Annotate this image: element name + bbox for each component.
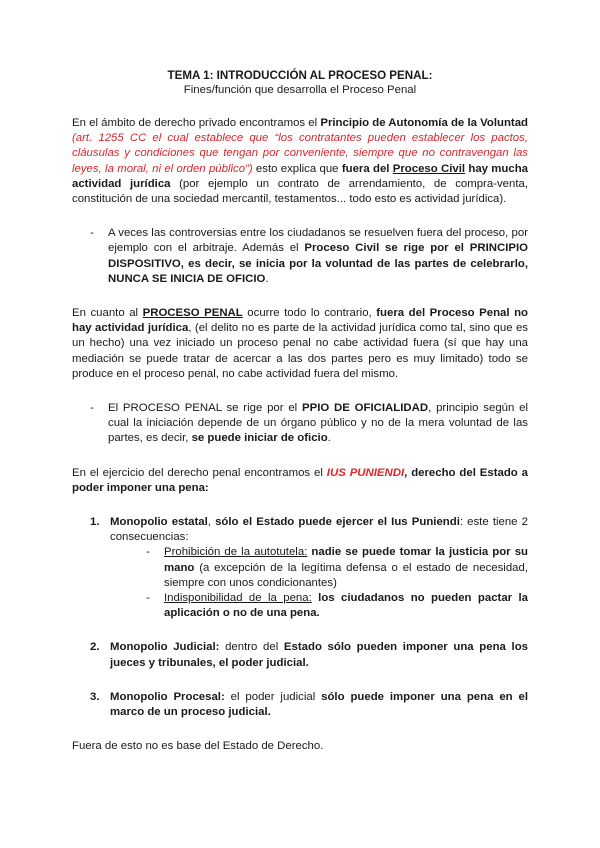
title-block [72,68,528,98]
paragraph-autonomia [72,116,528,207]
bold-text: Proceso Civil se rige por el PRINCIPIO DISPOSITIVO, es decir, se inicia por la voluntad de las partes de celebrarlo, NUNCA SE INICIA DE OFICIO [108,242,528,285]
bold-text: sólo el Estado puede ejercer el Ius Puniendi [215,516,460,529]
bold-text: Monopolio Judicial: [110,641,220,654]
text: , (el delito no es parte de la actividad jurídica como tal, sino que es un hecho) una vez iniciado un proceso penal no cabe actividad fuera (sí que hay una mediación se puede tratar de acercar a las dos partes pero es muy limitado) todo se produce en el proceso penal, no cabe actividad fuera del mismo. [72,322,528,380]
bullet-list-civil [72,226,528,287]
bold-text: Monopolio Procesal: [110,690,225,703]
text: dentro del [219,641,284,654]
text: el poder judicial [224,690,322,703]
bold-text: fuera del Proceso Penal no hay actividad jurídica [72,307,528,335]
document-subtitle: Fines/función que desarrolla el Proceso Penal [183,84,417,96]
list-item [90,401,528,447]
bold-text: Monopolio estatal [110,516,208,529]
text: . [327,432,331,445]
bold-text: Estado sólo pueden imponer una pena los jueces y tribunales, el poder judicial. [110,641,529,669]
text: . [265,272,269,285]
text: En el ámbito de derecho privado encontramos el [72,117,321,129]
text: , [207,516,216,529]
list-item [90,226,528,287]
bullet-list-penal [72,401,528,447]
bold-text: Principio de Autonomía de la Voluntad [320,117,528,129]
text: A veces las controversias entre los ciudadanos se resuelven fuera del proceso, por ejemplo con el arbitraje. Además el [108,227,528,255]
bold-text: sólo puede imponer una pena en el marco de un proceso judicial. [110,690,529,719]
bold-text: PPIO DE OFICIALIDAD [302,402,429,415]
text: En cuanto al [72,307,143,320]
item-number: 3. [90,690,100,703]
item-number: 2. [90,641,100,654]
bold-text: nadie se puede tomar la justicia por su mano [164,546,528,574]
text: El PROCESO PENAL se rige por el [108,402,303,415]
bold-text: hay mucha actividad jurídica [72,162,529,190]
underlined-bold-text: PROCESO PENAL [142,307,243,320]
text: esto explica que [252,162,342,175]
list-item-monopolio-judicial [90,640,528,670]
consequences-list [110,545,528,621]
bold-text: se puede iniciar de oficio [191,432,328,445]
text: , principio según el cual la iniciación depende de un órgano público y no de la mera voluntad de las partes, es decir, [108,402,528,445]
paragraph-ius-puniendi [72,466,528,496]
monopolio-list [72,515,528,720]
bold-text: , derecho del Estado a poder imponer una pena: [72,466,528,494]
sub-list-item [146,591,528,621]
bold-text: los ciudadanos no pueden pactar la aplicación o no de una pena. [164,592,528,620]
list-item-monopolio-estatal [90,515,528,621]
paragraph-proceso-penal [72,306,528,382]
underlined-bold-text: Proceso Civil [392,162,466,175]
text: (a excepción de la legítima defensa o el estado de necesidad, siempre con unos condicionantes) [164,561,528,589]
red-citation: (art. 1255 CC el cual establece que “los contratantes pueden establecer los pactos, cláusulas y condiciones que tengan por conveniente, siempre que no contravengan las leyes, la moral, ni el orden público”) [72,132,528,175]
document-title: TEMA 1: INTRODUCCIÓN AL PROCESO PENAL: [167,69,433,82]
bold-text: fuera del [341,162,393,175]
red-bold-text: IUS PUNIENDI [326,466,405,479]
text: ocurre todo lo contrario, [242,307,377,320]
list-item-monopolio-procesal [90,690,528,720]
sub-list-item [146,545,528,591]
closing-paragraph: Fuera de esto no es base del Estado de Derecho. [72,740,324,753]
underlined-text: Prohibición de la autotutela: [164,546,308,559]
text: (por ejemplo un contrato de arrendamiento, de compra-venta, constitución de una sociedad mercantil, testamentos... todo esto es actividad jurídica). [72,177,528,206]
text: : este tiene 2 consecuencias: [110,516,528,544]
underlined-text: Indisponibilidad de la pena: [164,592,312,605]
text: En el ejercicio del derecho penal encontramos el [72,466,327,479]
item-number: 1. [90,516,100,529]
